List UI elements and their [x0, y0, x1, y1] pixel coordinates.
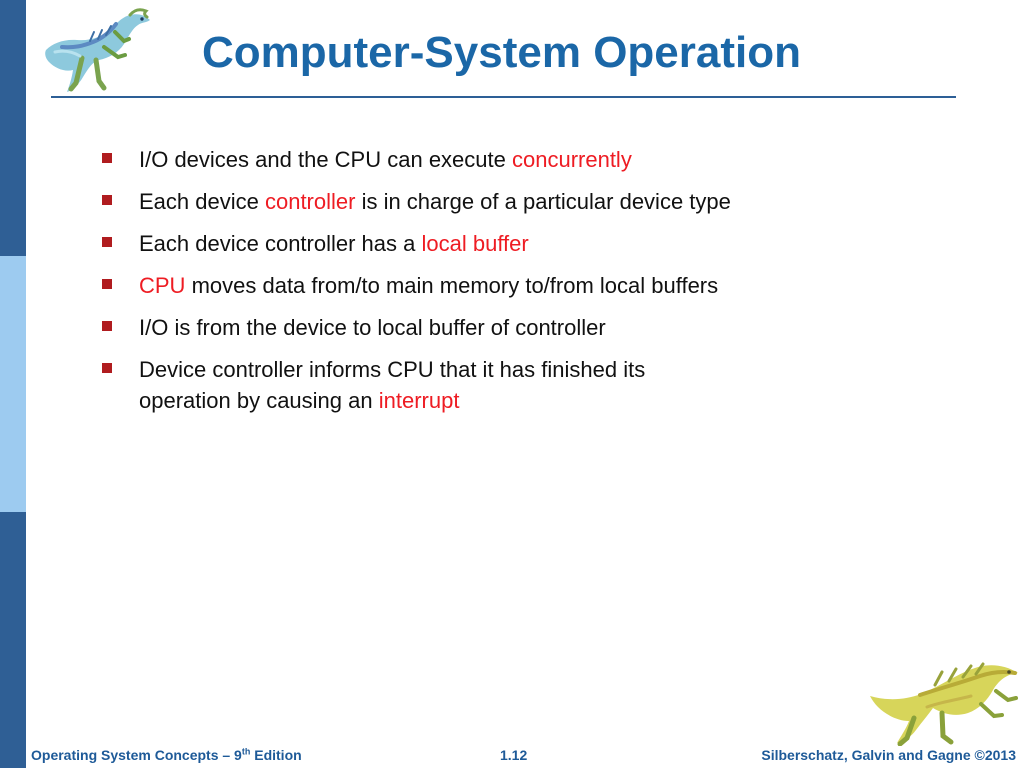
bullet-item-6	[101, 354, 861, 416]
bullet-text-3-part-1: Each device controller has a	[139, 231, 422, 256]
bullet-text-5: I/O is from the device to local buffer of controller	[139, 315, 606, 340]
square-bullet-icon	[102, 279, 112, 289]
bullet-text-1-part-1: I/O devices and the CPU can execute	[139, 147, 512, 172]
dinosaur-logo-icon	[867, 658, 1023, 746]
square-bullet-icon	[102, 195, 112, 205]
bullet-text-6-line-1: Device controller informs CPU that it has finished its	[139, 357, 646, 382]
footer-book-title-main: Operating System Concepts – 9	[31, 747, 242, 763]
bullet-list	[101, 144, 861, 427]
bullet-text-2-keyword: controller	[264, 189, 356, 214]
footer-edition-superscript: th	[241, 746, 251, 757]
square-bullet-icon	[102, 363, 112, 373]
bullet-item-1	[101, 144, 861, 175]
bullet-item-5	[101, 312, 861, 343]
bullet-item-2	[101, 186, 861, 217]
footer-book-title-tail: Edition	[250, 747, 302, 763]
slide-title: Computer-System Operation	[202, 28, 801, 77]
bullet-text-2-part-2: is in charge of a particular device type	[355, 189, 731, 214]
slide-footer	[31, 744, 1016, 766]
bullet-text-6-keyword: interrupt	[378, 388, 460, 413]
bullet-text-3-keyword: local buffer	[421, 231, 529, 256]
bullet-text-2-part-1: Each device	[139, 189, 265, 214]
bullet-item-3	[101, 228, 861, 259]
title-divider	[51, 96, 956, 98]
footer-copyright: Silberschatz, Galvin and Gagne ©2013	[761, 747, 1016, 763]
left-sidebar-highlight	[0, 256, 26, 512]
bullet-text-6-line-2: operation by causing an	[139, 388, 379, 413]
square-bullet-icon	[102, 321, 112, 331]
footer-book-title	[31, 744, 302, 766]
square-bullet-icon	[102, 153, 112, 163]
bullet-text-4-part-2: moves data from/to main memory to/from local buffers	[185, 273, 719, 298]
square-bullet-icon	[102, 237, 112, 247]
dinosaur-logo-icon	[38, 5, 162, 95]
slide-number: 1.12	[500, 747, 528, 763]
bullet-text-4-keyword: CPU	[139, 273, 186, 298]
bullet-item-4	[101, 270, 861, 301]
bullet-text-1-keyword: concurrently	[511, 147, 632, 172]
